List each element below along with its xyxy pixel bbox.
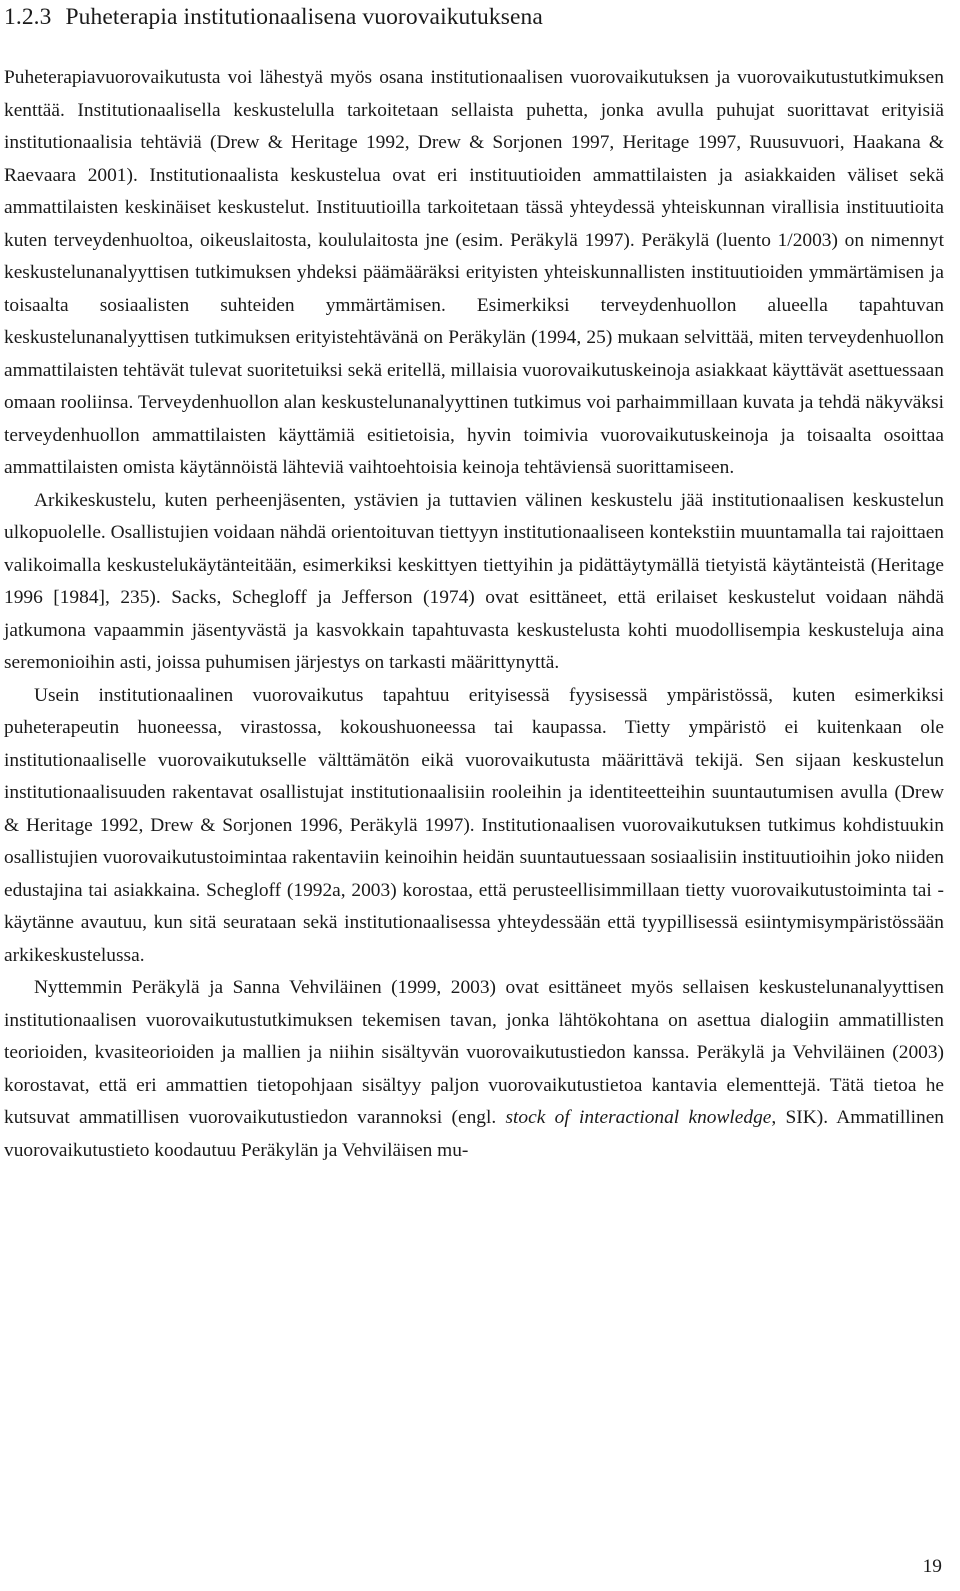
document-page — [4, 0, 944, 1167]
section-number: 1.2.3 — [4, 4, 52, 30]
body-text — [4, 62, 944, 1167]
paragraph-4-emphasis: stock of interactional knowledge — [505, 1107, 772, 1128]
paragraph-4-text-after: , SIK). Ammatillinen vuorovaikutustieto koodautuu Peräkylän ja Vehviläisen mu- — [4, 1107, 945, 1161]
paragraph-1: Puheterapiavuorovaikutusta voi lähestyä myös osana institutionaalisen vuorovaikutuksen ja vuorovaikutustutkimuksen kenttää. Institutionaalisella keskustelulla tarkoitetaan sellaista puhetta, jonka avulla puhujat suorittavat erityisiä institutionaalisia tehtäviä (Drew & Heritage 1992, Drew & Sorjonen 1997, Heritage 1997, Ruusuvuori, Haakana & Raevaara 2001). Institutionaalista keskustelua ovat eri instituutioiden ammattilaisten ja asiakkaiden väliset sekä ammattilaisten keskinäiset keskustelut. Instituutioilla tarkoitetaan tässä yhteydessä yhteiskunnan virallisia instituutioita kuten terveydenhuoltoa, oikeuslaitosta, koululaitosta jne (esim. Peräkylä 1997). Peräkylä (luento 1/2003) on nimennyt keskustelunanalyyttisen tutkimuksen yhdeksi päämääräksi erityisten yhteiskunnallisten instituutioiden ymmärtämisen ja toisaalta sosiaalisten suhteiden ymmärtämisen. Esimerkiksi terveydenhuollon alueella tapahtuvan keskustelunanalyyttisen tutkimuksen erityistehtävänä on Peräkylän (1994, 25) mukaan selvittää, miten terveydenhuollon ammattilaisten tehtävät tulevat suoritetuiksi sekä eritellä, millaisia vuorovaikutuskeinoja asiakkaat käyttävät asettuessaan omaan rooliinsa. Terveydenhuollon alan keskustelunanalyyttinen tutkimus voi parhaimmillaan kuvata ja tehdä näkyväksi terveydenhuollon ammattilaisten käyttämiä esitietoisia, hyvin toimivia vuorovaikutuskeinoja ja toisaalta osoittaa ammattilaisten omista käytännöistä lähteviä vaihtoehtoisia keinoja tehtäviensä suorittamiseen. — [4, 67, 944, 478]
paragraph-3: Usein institutionaalinen vuorovaikutus tapahtuu erityisessä fyysisessä ympäristössä, kuten esimerkiksi puheterapeutin huoneessa, virastossa, kokoushuoneessa tai kaupassa. Tietty ympäristö ei kuitenkaan ole institutionaaliselle vuorovaikutukselle välttämätön eikä vuorovaikutusta määrittävä tekijä. Sen sijaan keskustelun institutionaalisuuden rakentavat osallistujat institutionaalisiin rooleihin ja identiteetteihin suuntautumisen avulla (Drew & Heritage 1992, Drew & Sorjonen 1996, Peräkylä 1997). Institutionaalisen vuorovaikutuksen tutkimus kohdistuukin osallistujien vuorovaikutustoimintaa rakentaviin keinoihin heidän suuntautuessaan sosiaalisiin instituutioihin joko niiden edustajina tai asiakkaina. Schegloff (1992a, 2003) korostaa, että perusteellisimmillaan tietty vuorovaikutustoiminta tai -käytänne avautuu, kun sitä seurataan sekä institutionaalisessa yhteydessään että tyypillisessä esiintymisympäristössään arkikeskustelussa. — [4, 684, 944, 966]
paragraph-2: Arkikeskustelu, kuten perheenjäsenten, ystävien ja tuttavien välinen keskustelu jää institutionaalisen keskustelun ulkopuolelle. Osallistujien voidaan nähdä orientoituvan tiettyyn institutionaaliseen kontekstiin muuntamalla tai rajoittaen valikoimalla keskustelukäytänteitään, esimerkiksi keskittyen tiettyihin ja pidättäytymällä tietyistä käytänteistä (Heritage 1996 [1984], 235). Sacks, Schegloff ja Jefferson (1974) ovat esittäneet, että erilaiset keskustelut voidaan nähdä jatkumona vapaammin jäsentyvästä ja kasvokkain tapahtuvasta keskustelusta kohti muodollisempia keskusteluja aina seremonioihin asti, joissa puhumisen järjestys on tarkasti määrittynyttä. — [4, 489, 944, 673]
section-title: Puheterapia institutionaalisena vuorovaikutuksena — [65, 4, 543, 30]
page-number: 19 — [922, 1556, 942, 1577]
paragraph-4-text-before: Nyttemmin Peräkylä ja Sanna Vehviläinen (1999, 2003) ovat esittäneet myös sellaisen keskustelunanalyyttisen institutionaalisen vuorovaikutustutkimuksen tekemisen tavan, jonka lähtökohtana on asettua dialogiin ammatillisten teorioiden, kvasiteorioiden ja mallien ja niihin sisältyvän vuorovaikutustiedon kanssa. Peräkylä ja Vehviläinen (2003) korostavat, että eri ammattien tietopohjaan sisältyy paljon vuorovaikutustietoa kantavia elementtejä. Tätä tietoa he kutsuvat ammatillisen vuorovaikutustiedon varannoksi (engl. — [4, 977, 944, 1128]
section-heading — [4, 0, 944, 32]
paragraph-4 — [4, 972, 944, 1167]
